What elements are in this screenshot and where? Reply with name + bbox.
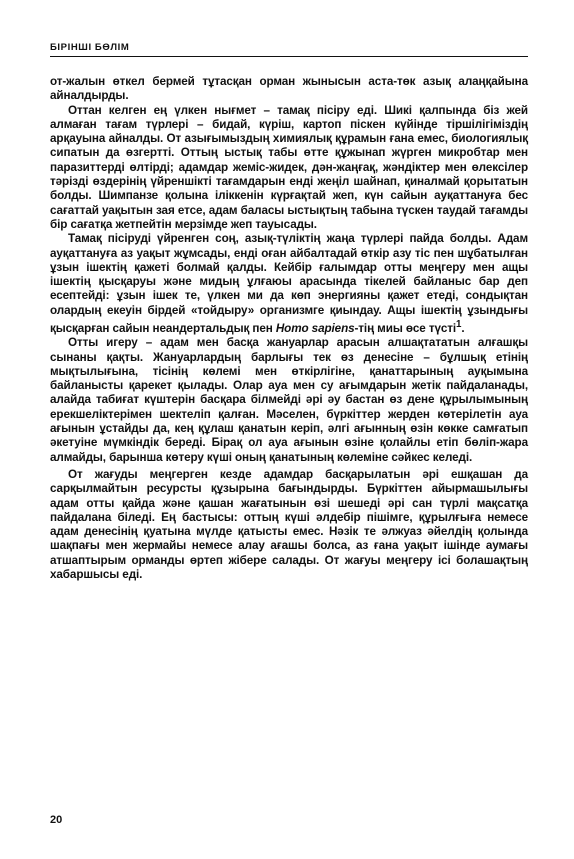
paragraph-2	[50, 104, 528, 233]
page-number: 20	[50, 814, 63, 826]
paragraph-3-tail: -тің миы өсе түсті	[354, 321, 457, 335]
species-name: Homo sapiens	[275, 321, 355, 335]
paragraph-5-text: От жағуды меңгерген кезде адамдар басқарылатын әрі ешқашан да сарқылмайтын ресурсты құзырына бағындырды. Бүркіттен айырмашылығы адам отты қайда және қашан жағатынын өзі шешеді әрі сан түрлі мақсатқа пайдалана біледі. Ең бастысы: оттың күші әлдебір пішімге, құрылғыға немесе адам денесінің қуатына мүлде қатысты емес. Нәзік те әлжуаз әйелдің қолында шақпағы мен жермайы немесе алау ағашы болса, аз ғана уақыт ішінде аумағы атшаптырым орманды өртеп жібере салады. От жағуы меңгеру ісі болашақтың хабаршысы еді.	[50, 467, 528, 581]
page-header	[50, 42, 528, 57]
paragraph-3-end: .	[461, 321, 465, 335]
section-title: БІРІНШІ БӨЛІМ	[50, 42, 130, 53]
paragraph-4-text: Отты игеру – адам мен басқа жануарлар арасын алшақтататын алғашқы сынаны қақты. Жануарлардың барлығы тек өз денесіне – бұлшық етінің мықтылығына, тісінің көлемі мен өткірлігіне, қанаттарының ауқымына байланысты қарекет қылады. Олар ауа мен су ағымдарын жетік пайдаланады, алайда табиғат күштерін басқара білмейді әрі әу бастан өз дене құрылымының ерекшеліктерімен шектеліп қалған. Мәселен, бүркіттер жерден көтерілетін ауа ағынын ұстайды да, кең құлаш қанатын керіп, әлгі ағынның өзін көкке самғатып әкетуіне мүмкіндік береді. Бірақ ол ауа ағынын өзіне қолайлы етіп бөліп-жара алмайды, барынша көтеру күші оның қанатының көлеміне сәйкес келеді.	[50, 336, 528, 464]
paragraph-3-text: Тамақ пісіруді үйренген соң, азық-түліктің жаңа түрлері пайда болды. Адам ауқаттануға аз уақыт жұмсады, енді оған айбалтадай өткір азу тіс пен шұбатылған ұзын ішектің қажеті болмай қалды. Кейбір ғалымдар отты меңгеру мен ащы ішектің қысқаруы және мидың ұлғаюы арасында тікелей байланыс бар деп есептейді: ұзын ішек те, үлкен ми да көп энергияны қажет етеді, сондықтан олардың екеуін бірдей «тойдыру» организмге қиындау. Ащы ішектің ұзындығы қысқарған сайын неандертальдық пен	[50, 232, 528, 335]
footnote-marker: 1	[456, 319, 462, 331]
body-text	[50, 75, 528, 582]
header-rule	[50, 56, 528, 57]
paragraph-5	[50, 468, 528, 582]
paragraph-1	[50, 75, 528, 104]
paragraph-3	[50, 232, 528, 336]
paragraph-1-text: от-жалын өткел бермей тұтасқан орман жынысын аста-төк азық алаңқайына айналдырды.	[50, 75, 528, 103]
paragraph-2-text: Оттан келген ең үлкен нығмет – тамақ пісіру еді. Шикі қалпында біз жей алмаған тағам түрлері – бидай, күріш, картоп піскен күйінде тіршілігіміздің арқауына айналды. От азығымыздың химиялық құрамын ғана емес, биологиялық сипатын да өзгертті. Оттың ыстық табы өтте құжынап жүрген микробтар мен паразиттерді өлтірді; адамдар жеміс-жидек, дән-жаңғақ, жәндіктер мен өлексілер тәрізді өздерінің үйреншікті тағамдарын енді жеңіл шайнап, қиналмай қорытатын болды. Шимпанзе қолына іліккенін күрғақтай жеп, күн сайын ауқаттануға бес сағаттай уақытын зая етсе, адам баласы ыстықтың табына түскен таудай тағамды бір сағатқа жетпейтін мерзімде жеп тауысады.	[50, 103, 528, 231]
paragraph-4	[50, 336, 528, 465]
